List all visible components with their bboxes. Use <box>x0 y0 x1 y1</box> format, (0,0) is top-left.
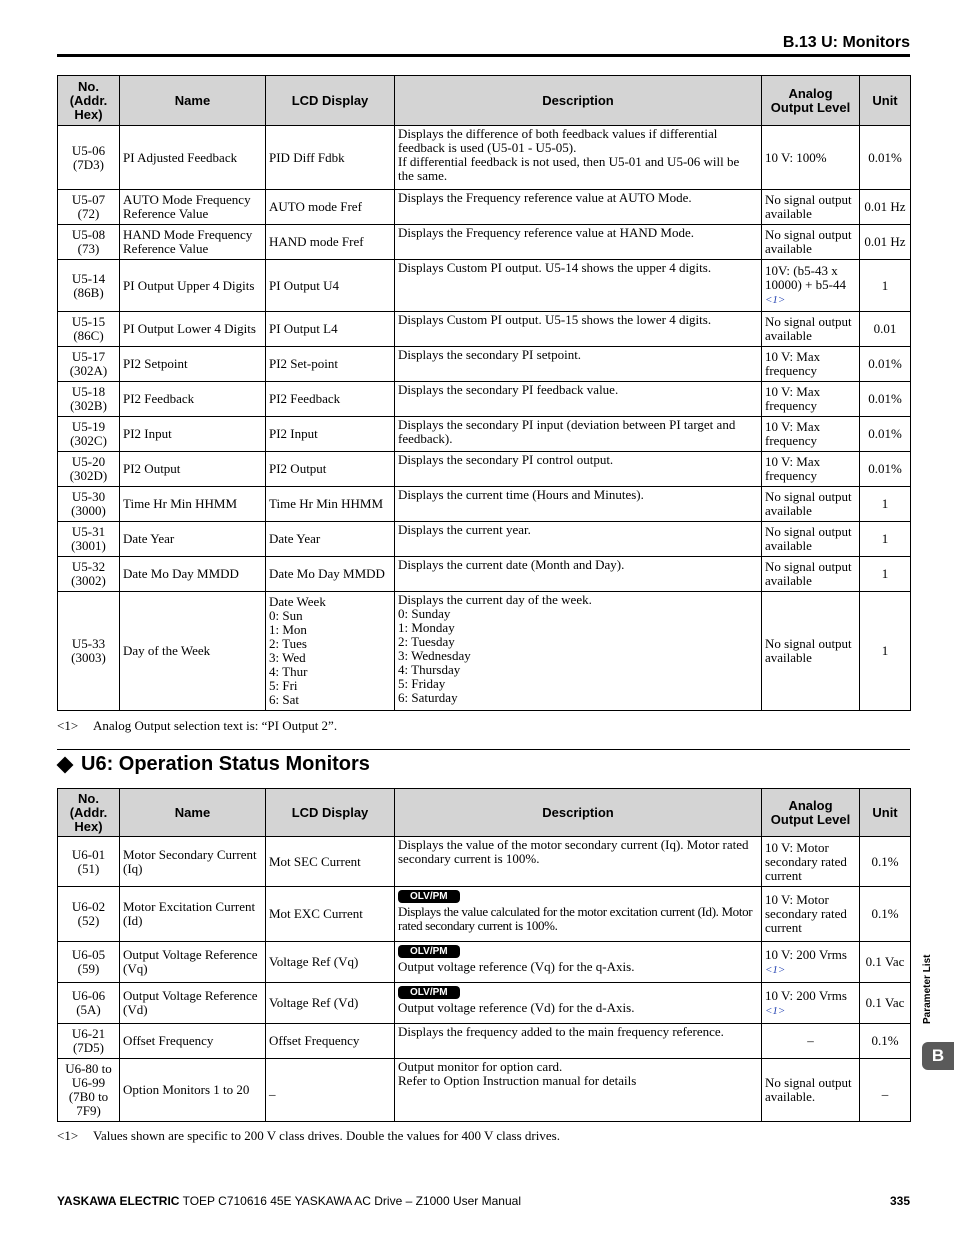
description <box>395 837 762 887</box>
unit: 0.01% <box>860 126 911 190</box>
description-text: Output voltage reference (Vd) for the d-Axis. <box>398 1000 635 1015</box>
table-header-row <box>58 789 911 837</box>
description: Displays the secondary PI setpoint. <box>395 347 762 382</box>
lcd-display: Mot SEC Current <box>266 837 395 887</box>
param-name: Offset Frequency <box>120 1024 266 1059</box>
table-row <box>58 837 911 887</box>
section-tab-b[interactable]: B <box>922 1042 954 1070</box>
analog-text: 10 V: Motor secondary rated current <box>765 839 847 883</box>
analog-output-level <box>762 592 860 711</box>
col-header-no: No. (Addr. Hex) <box>58 76 120 126</box>
param-name: AUTO Mode Frequency Reference Value <box>120 190 266 225</box>
param-name: PI2 Feedback <box>120 382 266 417</box>
control-mode-badge: OLV/PM <box>398 986 460 999</box>
param-name: PI Adjusted Feedback <box>120 126 266 190</box>
u6-monitor-table <box>57 788 911 1122</box>
unit: 1 <box>860 487 911 522</box>
analog-text: 10 V: 100% <box>765 149 827 165</box>
param-name: Motor Secondary Current (Iq) <box>120 837 266 887</box>
analog-text: No signal output available <box>765 559 852 588</box>
table-row <box>58 225 911 260</box>
col-header-name: Name <box>120 76 266 126</box>
analog-output-level <box>762 347 860 382</box>
analog-text: No signal output available <box>765 314 852 343</box>
footnote-reference[interactable]: <1> <box>765 294 786 306</box>
unit: 0.1% <box>860 1024 911 1059</box>
param-name: Motor Excitation Current (Id) <box>120 887 266 942</box>
unit: 1 <box>860 522 911 557</box>
lcd-display: Mot EXC Current <box>266 887 395 942</box>
param-number: U5-14 (86B) <box>58 260 120 312</box>
description: Displays the current date (Month and Day). <box>395 557 762 592</box>
lcd-display: PI Output L4 <box>266 312 395 347</box>
table-row <box>58 452 911 487</box>
description-text: Displays the value calculated for the motor excitation current (Id). Motor rated secondary current is 100%. <box>398 904 753 933</box>
u5-footnote <box>57 718 337 734</box>
unit: 0.01% <box>860 382 911 417</box>
footer-brand: YASKAWA ELECTRIC <box>57 1194 180 1208</box>
lcd-display: Voltage Ref (Vq) <box>266 942 395 983</box>
section-rule <box>57 749 910 750</box>
unit: 1 <box>860 260 911 312</box>
table-row <box>58 347 911 382</box>
analog-text: No signal output available <box>765 192 852 221</box>
description: Displays the current day of the week. 0: Sunday 1: Monday 2: Tuesday 3: Wednesday 4: Thursday 5: Friday 6: Saturday <box>395 592 762 711</box>
param-name: Output Voltage Reference (Vq) <box>120 942 266 983</box>
col-header-lcd: LCD Display <box>266 76 395 126</box>
analog-output-level <box>762 1059 860 1122</box>
footer-text: TOEP C710616 45E YASKAWA AC Drive – Z1000 User Manual <box>179 1194 521 1208</box>
analog-output-level <box>762 837 860 887</box>
description <box>395 1024 762 1059</box>
table-row <box>58 190 911 225</box>
description: Displays the difference of both feedback values if differential feedback is used (U5-01 - U5-05). If differential feedback is not used, then U5-01 and U5-06 will be the same. <box>395 126 762 190</box>
description: Displays the secondary PI control output. <box>395 452 762 487</box>
table-row <box>58 417 911 452</box>
footnote-text: Values shown are specific to 200 V class drives. Double the values for 400 V class drives. <box>93 1128 560 1143</box>
param-number: U5-15 (86C) <box>58 312 120 347</box>
description: Displays the secondary PI feedback value. <box>395 382 762 417</box>
param-name: PI2 Setpoint <box>120 347 266 382</box>
footnote-reference[interactable]: <1> <box>765 963 786 976</box>
col-header-analog: Analog Output Level <box>762 76 860 126</box>
page-number: 335 <box>889 1194 910 1208</box>
unit: 0.1% <box>860 887 911 942</box>
description <box>395 1059 762 1122</box>
table-row <box>58 487 911 522</box>
analog-text: 10V: (b5-43 x 10000) + b5-44 <box>765 263 846 292</box>
param-number: U5-07 (72) <box>58 190 120 225</box>
param-name: Date Mo Day MMDD <box>120 557 266 592</box>
description: Displays the secondary PI input (deviation between PI target and feedback). <box>395 417 762 452</box>
lcd-display: Date Year <box>266 522 395 557</box>
analog-output-level <box>762 942 860 983</box>
table-header-row <box>58 76 911 126</box>
param-number: U6-80 to U6-99 (7B0 to 7F9) <box>58 1059 120 1122</box>
analog-text: 10 V: Motor secondary rated current <box>765 892 847 935</box>
table-row <box>58 126 911 190</box>
unit: 0.01% <box>860 417 911 452</box>
description: Displays the Frequency reference value at HAND Mode. <box>395 225 762 260</box>
col-header-analog: Analog Output Level <box>762 789 860 837</box>
lcd-display: PI2 Input <box>266 417 395 452</box>
col-header-description: Description <box>395 76 762 126</box>
footnote-number: <1> <box>57 1128 79 1143</box>
param-name: PI Output Lower 4 Digits <box>120 312 266 347</box>
param-number: U5-08 (73) <box>58 225 120 260</box>
description-text: Displays the value of the motor secondary current (Iq). Motor rated secondary current is 100%. <box>398 837 749 866</box>
param-number: U5-20 (302D) <box>58 452 120 487</box>
analog-text: 10 V: Max frequency <box>765 419 821 448</box>
table-row <box>58 522 911 557</box>
unit: 1 <box>860 557 911 592</box>
param-name: PI2 Output <box>120 452 266 487</box>
description <box>395 983 762 1024</box>
analog-text: No signal output available <box>765 489 852 518</box>
table-row <box>58 260 911 312</box>
param-number: U6-21 (7D5) <box>58 1024 120 1059</box>
param-name: Option Monitors 1 to 20 <box>120 1059 266 1122</box>
description-text: Output voltage reference (Vq) for the q-Axis. <box>398 959 635 974</box>
col-header-unit: Unit <box>860 76 911 126</box>
lcd-display: PI Output U4 <box>266 260 395 312</box>
description <box>395 942 762 983</box>
table-row <box>58 592 911 711</box>
unit: 1 <box>860 592 911 711</box>
analog-output-level <box>762 417 860 452</box>
lcd-display: Offset Frequency <box>266 1024 395 1059</box>
unit: 0.1 Vac <box>860 942 911 983</box>
analog-output-level <box>762 260 860 312</box>
description-text: Output monitor for option card. Refer to Option Instruction manual for details <box>398 1059 637 1088</box>
analog-text: 10 V: Max frequency <box>765 384 821 413</box>
analog-text: – <box>807 1033 814 1048</box>
lcd-display: PI2 Set-point <box>266 347 395 382</box>
table-row <box>58 942 911 983</box>
param-number: U6-01 (51) <box>58 837 120 887</box>
description: Displays Custom PI output. U5-15 shows the lower 4 digits. <box>395 312 762 347</box>
unit: 0.1% <box>860 837 911 887</box>
section-title: U6: Operation Status Monitors <box>81 753 370 775</box>
analog-output-level <box>762 382 860 417</box>
lcd-display: _ <box>266 1059 395 1122</box>
control-mode-badge: OLV/PM <box>398 890 460 903</box>
analog-output-level <box>762 190 860 225</box>
col-header-unit: Unit <box>860 789 911 837</box>
unit: 0.01 Hz <box>860 225 911 260</box>
param-number: U5-06 (7D3) <box>58 126 120 190</box>
description: Displays the current time (Hours and Minutes). <box>395 487 762 522</box>
header-rule <box>57 54 910 57</box>
footnote-text: Analog Output selection text is: “PI Output 2”. <box>93 718 338 733</box>
description-text: Displays the frequency added to the main frequency reference. <box>398 1024 724 1039</box>
analog-output-level <box>762 452 860 487</box>
analog-text: No signal output available <box>765 524 852 553</box>
unit: 0.01 <box>860 312 911 347</box>
param-name: PI Output Upper 4 Digits <box>120 260 266 312</box>
table-row <box>58 557 911 592</box>
table-row <box>58 983 911 1024</box>
table-row <box>58 887 911 942</box>
analog-output-level <box>762 487 860 522</box>
table-row <box>58 1059 911 1122</box>
lcd-display: PI2 Output <box>266 452 395 487</box>
lcd-display: PI2 Feedback <box>266 382 395 417</box>
unit: _ <box>860 1059 911 1122</box>
unit: 0.01% <box>860 347 911 382</box>
footnote-number: <1> <box>57 718 79 733</box>
col-header-description: Description <box>395 789 762 837</box>
lcd-display: HAND mode Fref <box>266 225 395 260</box>
param-number: U6-06 (5A) <box>58 983 120 1024</box>
lcd-display: AUTO mode Fref <box>266 190 395 225</box>
param-number: U5-19 (302C) <box>58 417 120 452</box>
param-name: Time Hr Min HHMM <box>120 487 266 522</box>
analog-output-level <box>762 312 860 347</box>
param-name: PI2 Input <box>120 417 266 452</box>
description: Displays the Frequency reference value at AUTO Mode. <box>395 190 762 225</box>
analog-text: No signal output available <box>765 227 852 256</box>
analog-output-level <box>762 522 860 557</box>
analog-output-level <box>762 557 860 592</box>
param-number: U5-17 (302A) <box>58 347 120 382</box>
diamond-bullet-icon <box>57 756 74 773</box>
param-name: Date Year <box>120 522 266 557</box>
analog-output-level <box>762 225 860 260</box>
table-row <box>58 312 911 347</box>
analog-output-level <box>762 126 860 190</box>
description: Displays Custom PI output. U5-14 shows the upper 4 digits. <box>395 260 762 312</box>
page-section-title: B.13 U: Monitors <box>782 34 910 51</box>
param-name: Day of the Week <box>120 592 266 711</box>
unit: 0.1 Vac <box>860 983 911 1024</box>
analog-text: No signal output available. <box>765 1075 852 1104</box>
analog-text: No signal output available <box>765 636 852 665</box>
unit: 0.01% <box>860 452 911 487</box>
analog-text: 10 V: 200 Vrms <box>765 987 847 1003</box>
col-header-no: No. (Addr. Hex) <box>58 789 120 837</box>
param-number: U6-02 (52) <box>58 887 120 942</box>
col-header-name: Name <box>120 789 266 837</box>
col-header-lcd: LCD Display <box>266 789 395 837</box>
page-footer <box>57 1194 521 1208</box>
u5-monitor-table <box>57 75 911 711</box>
analog-text: 10 V: 200 Vrms <box>765 946 847 962</box>
param-number: U5-32 (3002) <box>58 557 120 592</box>
lcd-display: Date Week 0: Sun 1: Mon 2: Tues 3: Wed 4: Thur 5: Fri 6: Sat <box>266 592 395 711</box>
analog-output-level <box>762 983 860 1024</box>
unit: 0.01 Hz <box>860 190 911 225</box>
section-heading <box>57 753 370 776</box>
footnote-reference[interactable]: <1> <box>765 1004 786 1017</box>
table-row <box>58 1024 911 1059</box>
control-mode-badge: OLV/PM <box>398 945 460 958</box>
lcd-display: Date Mo Day MMDD <box>266 557 395 592</box>
description <box>395 887 762 942</box>
table-row <box>58 382 911 417</box>
param-number: U5-18 (302B) <box>58 382 120 417</box>
param-name: Output Voltage Reference (Vd) <box>120 983 266 1024</box>
u6-footnote <box>57 1128 560 1144</box>
analog-output-level <box>762 1024 860 1059</box>
description: Displays the current year. <box>395 522 762 557</box>
lcd-display: Voltage Ref (Vd) <box>266 983 395 1024</box>
lcd-display: PID Diff Fdbk <box>266 126 395 190</box>
param-number: U5-31 (3001) <box>58 522 120 557</box>
param-name: HAND Mode Frequency Reference Value <box>120 225 266 260</box>
param-number: U5-33 (3003) <box>58 592 120 711</box>
side-label-text: Parameter List <box>922 954 933 1024</box>
analog-text: 10 V: Max frequency <box>765 454 821 483</box>
analog-text: 10 V: Max frequency <box>765 349 821 378</box>
lcd-display: Time Hr Min HHMM <box>266 487 395 522</box>
param-number: U6-05 (59) <box>58 942 120 983</box>
analog-output-level <box>762 887 860 942</box>
param-number: U5-30 (3000) <box>58 487 120 522</box>
